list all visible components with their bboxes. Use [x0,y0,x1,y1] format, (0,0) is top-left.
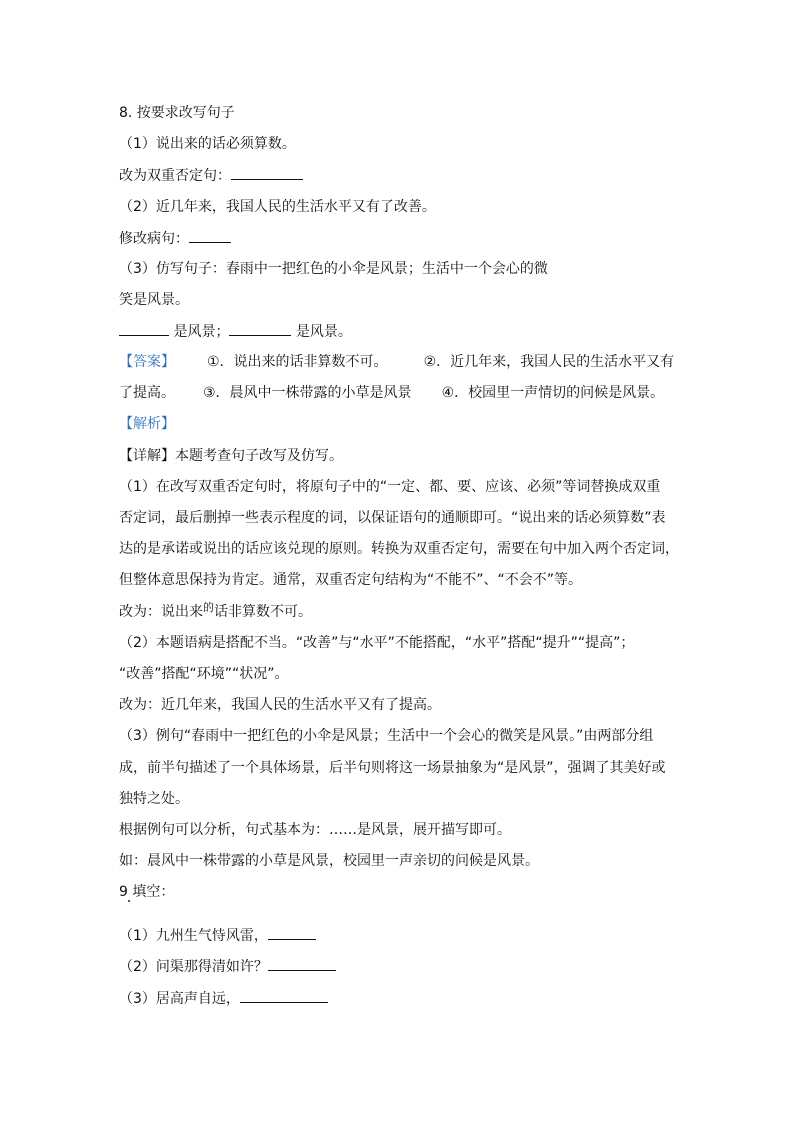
detail-label: 【详解】 [119,448,175,464]
q9-part2 [119,956,336,976]
answer-item-2: ②．近几年来，我国人民的生活水平又有 [423,354,675,370]
answer-blank [189,228,231,243]
analysis-detail [119,446,343,466]
q9-title: 9 填空： [119,884,175,900]
answer-item-3: ③．晨风中一株带露的小草是风景 [203,385,412,401]
q8-title: 8. 按要求改写句子 [119,105,235,121]
answer-item-1: ①．说出来的话非算数不可。 [207,354,388,370]
answer-item-4: ④．校园里一声情切的问候是风景。 [441,385,665,401]
answer-tag: 【答案】 [119,354,175,370]
analysis-s3-line1: （3）例句“春雨中一把红色的小伞是风景；生活中一个会心的微笑是风景。”由两部分组 [119,728,654,744]
answer-line2 [119,383,664,403]
task-label: 改为双重否定句： [119,168,231,184]
poem-line: （2）问渠那得清如许？ [119,959,268,975]
text-part-raised: 的 [203,601,214,614]
answer-blank [268,925,316,940]
answer-blank [240,988,328,1003]
poem-line: （3）居高声自远， [119,991,240,1007]
q9-part1 [119,925,316,945]
q9-part3 [119,988,328,1008]
q8-part3-line2: 笑是风景。 [119,292,189,308]
decorative-dot [128,900,130,902]
q8-part3-line1: （3）仿写句子：春雨中一把红色的小伞是风景；生活中一个会心的微 [119,261,548,277]
analysis-s2-line3: 改为：近几年来，我国人民的生活水平又有了提高。 [119,697,441,713]
q8-part1: （1）说出来的话必须算数。 [119,136,296,152]
fill-text: 是风景； [169,324,230,340]
analysis-s1-line1: （1）在改写双重否定句时，将原句子中的“一定、都、要、应该、必须”等词替换成双重 [119,479,661,495]
fill-text: 是风景。 [291,324,352,340]
answer-blank [268,956,336,971]
answer-item-2-cont: 了提高。 [119,385,175,401]
text-part: 改为：说出来 [119,604,203,620]
task-label: 修改病句： [119,231,189,247]
analysis-s3-line5: 如：晨风中一株带露的小草是风景，校园里一声亲切的问候是风景。 [119,853,539,869]
answer-blank [229,321,291,336]
q8-part3-fill [119,321,352,341]
answer-blank [119,321,169,336]
q8-part2-task [119,228,231,248]
answer-line1 [119,352,674,372]
analysis-s1-line2: 否定词，最后删掉一些表示程度的词，以保证语句的通顺即可。“说出来的话必须算数”表 [119,510,666,526]
analysis-tag: 【解析】 [119,416,175,432]
analysis-s3-line4: 根据例句可以分析，句式基本为：……是风景，展开描写即可。 [119,822,511,838]
text-part: 话非算数不可。 [214,604,312,620]
analysis-s1-line4: 但整体意思保持为肯定。通常，双重否定句结构为“不能不”、“不会不”等。 [119,572,583,588]
detail-text: 本题考查句子改写及仿写。 [175,448,343,464]
poem-line: （1）九州生气恃风雷， [119,928,268,944]
analysis-s2-line1: （2）本题语病是搭配不当。“改善”与“水平”不能搭配，“水平”搭配“提升”“提高”； [119,635,635,651]
analysis-s3-line3: 独特之处。 [119,791,189,807]
analysis-s3-line2: 成，前半句描述了一个具体场景，后半句则将这一场景抽象为“是风景”，强调了其美好或 [119,760,666,776]
q8-part2: （2）近几年来，我国人民的生活水平又有了改善。 [119,199,436,215]
analysis-s2-line2: “改善”搭配“环境”“状况”。 [119,666,289,682]
analysis-s1-line5 [119,602,312,622]
answer-blank [231,165,303,180]
analysis-s1-line3: 达的是承诺或说出的话应该兑现的原则。转换为双重否定句，需要在句中加入两个否定词， [119,541,679,557]
q8-part1-task [119,165,303,185]
